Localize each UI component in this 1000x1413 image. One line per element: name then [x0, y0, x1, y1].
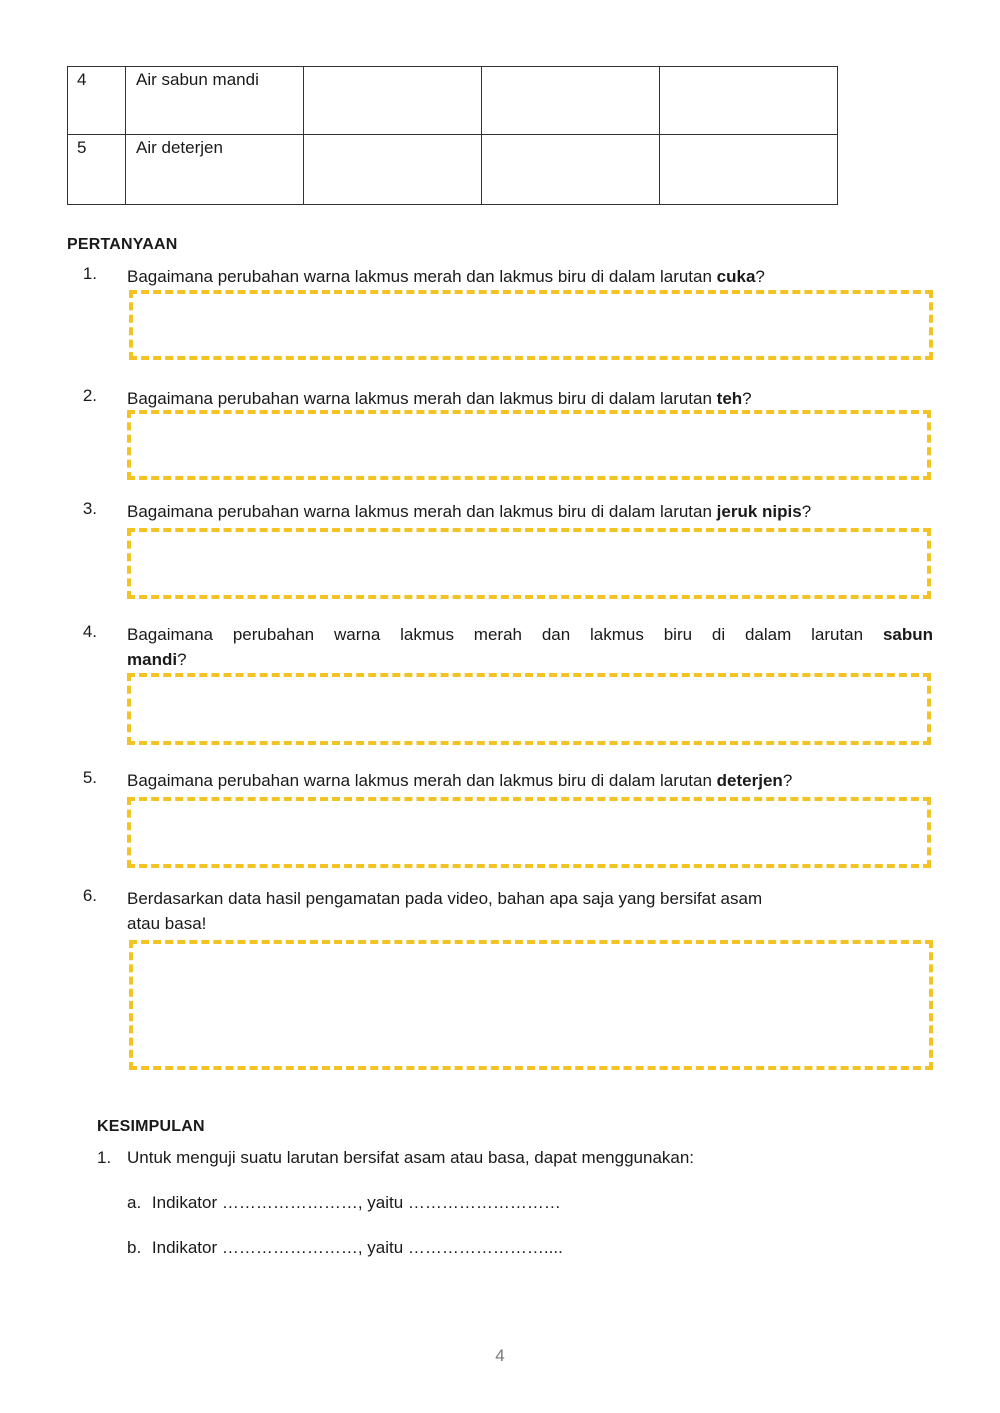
option-text: Indikator ……………………, yaitu ………………………	[151, 1193, 561, 1212]
table-cell-blank[interactable]	[304, 135, 482, 205]
answer-box-3[interactable]	[127, 528, 931, 599]
option-text: Indikator ……………………, yaitu ……………………....	[151, 1238, 563, 1257]
question-number: 3.	[82, 499, 97, 518]
kesimpulan-heading: KESIMPULAN	[97, 1118, 205, 1135]
question-text-continued: atau basa!	[127, 914, 207, 933]
conclusion-option-b[interactable]	[127, 1238, 563, 1258]
row-number: 5	[68, 135, 126, 205]
question-number: 6.	[82, 886, 97, 905]
row-material: Air deterjen	[126, 135, 304, 205]
option-label: a.	[127, 1193, 142, 1212]
question-text-continued: mandi?	[127, 650, 187, 669]
table-cell-blank[interactable]	[304, 67, 482, 135]
question-text: Berdasarkan data hasil pengamatan pada video, bahan apa saja yang bersifat asam	[127, 889, 763, 908]
table-cell-blank[interactable]	[482, 135, 660, 205]
page-number: 4	[495, 1346, 505, 1365]
question-text: Bagaimana perubahan warna lakmus merah dan lakmus biru di dalam larutan jeruk nipis?	[127, 502, 812, 521]
option-label: b.	[127, 1238, 142, 1257]
question-number: 1.	[82, 264, 97, 283]
answer-box-6[interactable]	[129, 940, 933, 1070]
conclusion-text: Untuk menguji suatu larutan bersifat asam atau basa, dapat menggunakan:	[127, 1148, 695, 1167]
question-number: 4.	[82, 622, 97, 641]
question-number: 2.	[82, 386, 97, 405]
answer-box-5[interactable]	[127, 797, 931, 868]
question-text: Bagaimana perubahan warna lakmus merah dan lakmus biru di dalam larutan teh?	[127, 389, 752, 408]
conclusion-option-a[interactable]	[127, 1193, 561, 1213]
question-text: Bagaimana perubahan warna lakmus merah dan lakmus biru di dalam larutan deterjen?	[127, 771, 793, 790]
answer-box-1[interactable]	[129, 290, 933, 360]
table-cell-blank[interactable]	[482, 67, 660, 135]
answer-box-2[interactable]	[127, 410, 931, 480]
table-cell-blank[interactable]	[660, 67, 838, 135]
answer-box-4[interactable]	[127, 673, 931, 745]
row-material: Air sabun mandi	[126, 67, 304, 135]
observation-table	[67, 66, 838, 205]
row-number: 4	[68, 67, 126, 135]
pertanyaan-heading: PERTANYAAN	[67, 236, 178, 253]
table-row	[68, 67, 838, 135]
question-text: Bagaimana perubahan warna lakmus merah dan lakmus biru di dalam larutan sabun	[127, 625, 933, 644]
question-text: Bagaimana perubahan warna lakmus merah dan lakmus biru di dalam larutan cuka?	[127, 267, 765, 286]
table-row	[68, 135, 838, 205]
table-cell-blank[interactable]	[660, 135, 838, 205]
question-number: 5.	[82, 768, 97, 787]
conclusion-number: 1.	[97, 1148, 112, 1167]
